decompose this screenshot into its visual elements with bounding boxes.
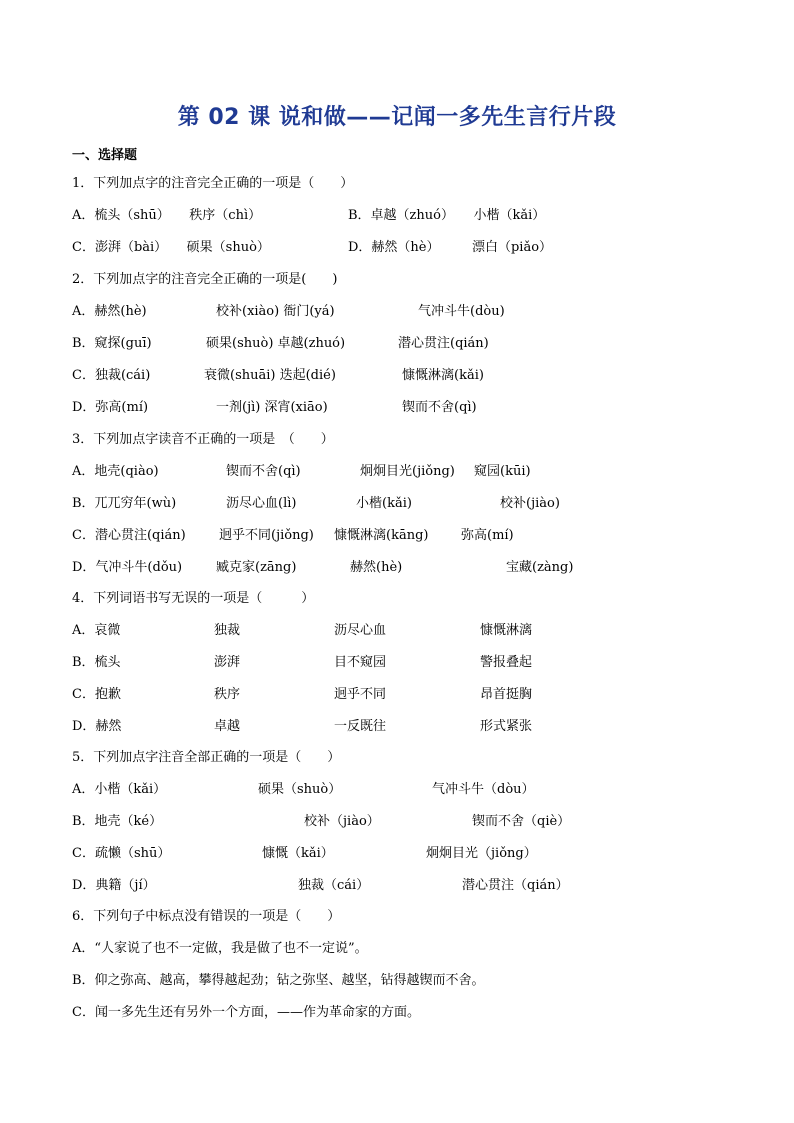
question-2-stem: 2．下列加点字的注音完全正确的一项是( ) xyxy=(72,272,338,287)
question-1-options-row xyxy=(72,205,732,227)
option-part: B．兀兀穷年(wù) xyxy=(72,496,177,511)
option-c: C．澎湃（bài） 硕果（shuò） xyxy=(72,240,270,255)
option-part: 校补(jiào) xyxy=(500,496,560,511)
option-part: 卓越 xyxy=(214,719,241,734)
option-part: 潜心贯注（qián） xyxy=(462,878,569,893)
option-part: 独裁 xyxy=(214,623,241,638)
option-a: A．梳头（shū） 秩序（chì） xyxy=(72,208,262,223)
option-d: D．赫然（hè） 漂白（piǎo） xyxy=(348,240,553,255)
option-part: 锲而不舍(qì) xyxy=(226,464,301,479)
question-6-option-a xyxy=(72,938,732,960)
option-part: 独裁（cái） xyxy=(298,878,370,893)
question-4-option-d xyxy=(72,716,732,738)
option-b: B．卓越（zhuó） 小楷（kǎi） xyxy=(348,208,546,223)
option-part: 锲而不舍(qì) xyxy=(402,400,477,415)
option-part: 锲而不舍（qiè） xyxy=(472,814,571,829)
question-3-option-a xyxy=(72,461,732,483)
question-2-option-a xyxy=(72,301,732,323)
question-1-options-row xyxy=(72,237,732,259)
option-part: 慷慨淋漓 xyxy=(480,623,533,638)
question-5-option-d xyxy=(72,875,732,897)
question-3-stem: 3．下列加点字读音不正确的一项是 （ ） xyxy=(72,432,334,447)
option-part: B．梳头 xyxy=(72,655,121,670)
question-2-option-c xyxy=(72,365,732,387)
question-1-stem: 1．下列加点字的注音完全正确的一项是（ ） xyxy=(72,176,354,191)
option-part: 小楷(kǎi) xyxy=(356,496,412,511)
option-part: A．地壳(qiào) xyxy=(72,464,159,479)
option-part: 炯炯目光（jiǒng） xyxy=(426,846,537,861)
option-part: 赫然(hè) xyxy=(350,560,403,575)
option-part: 衰微(shuāi) 迭起(dié) xyxy=(204,368,336,383)
option-part: 澎湃 xyxy=(214,655,241,670)
option-part: 迥乎不同(jiǒng) xyxy=(219,528,314,543)
option-part: 宝藏(zàng) xyxy=(506,560,574,575)
section-title: 一、选择题 xyxy=(72,148,138,163)
option-part: 臧克家(zāng) xyxy=(216,560,297,575)
page-title: 第 02 课 说和做——记闻一多先生言行片段 xyxy=(177,105,617,130)
option-part: C．潜心贯注(qián) xyxy=(72,528,186,543)
option-part: 迥乎不同 xyxy=(334,687,387,702)
question-5-option-b xyxy=(72,811,732,833)
question-6-option-b xyxy=(72,970,732,992)
option-text: A．“人家说了也不一定做，我是做了也不一定说”。 xyxy=(72,941,368,956)
question-4-option-a xyxy=(72,620,732,642)
option-part: 沥尽心血 xyxy=(334,623,387,638)
option-part: 形式紧张 xyxy=(480,719,533,734)
option-part: A．小楷（kǎi） xyxy=(72,782,167,797)
option-part: 气冲斗牛(dòu) xyxy=(418,304,505,319)
question-6-option-c xyxy=(72,1002,732,1024)
option-part: 警报叠起 xyxy=(480,655,533,670)
question-5-option-c xyxy=(72,843,732,865)
question-5-stem: 5．下列加点字注音全部正确的一项是（ ） xyxy=(72,750,341,765)
option-part: C．抱歉 xyxy=(72,687,121,702)
option-part: C．疏懒（shū） xyxy=(72,846,171,861)
option-text: C．闻一多先生还有另外一个方面，——作为革命家的方面。 xyxy=(72,1005,420,1020)
option-part: 校补(xiào) 衙门(yá) xyxy=(216,304,335,319)
option-part: 窥园(kūi) xyxy=(474,464,531,479)
option-part: B．地壳（ké） xyxy=(72,814,163,829)
option-part: A．哀微 xyxy=(72,623,121,638)
question-2-option-b xyxy=(72,333,732,355)
option-part: 气冲斗牛（dòu） xyxy=(432,782,535,797)
question-3-option-b xyxy=(72,493,732,515)
option-part: C．独裁(cái) xyxy=(72,368,151,383)
option-part: 硕果（shuò） xyxy=(258,782,342,797)
option-part: D．气冲斗牛(dǒu) xyxy=(72,560,183,575)
option-text: B．仰之弥高、越高，攀得越起劲；钻之弥坚、越坚，钻得越锲而不舍。 xyxy=(72,973,485,988)
option-part: 硕果(shuò) 卓越(zhuó) xyxy=(206,336,346,351)
option-part: D．弥高(mí) xyxy=(72,400,149,415)
option-part: 一反既往 xyxy=(334,719,387,734)
option-part: 弥高(mí) xyxy=(461,528,514,543)
option-part: 沥尽心血(lì) xyxy=(226,496,297,511)
option-part: 炯炯目光(jiǒng) xyxy=(360,464,455,479)
option-part: D．典籍（jí） xyxy=(72,878,156,893)
question-5-option-a xyxy=(72,779,732,801)
option-part: 一剂(jì) 深宵(xiāo) xyxy=(216,400,328,415)
option-part: D．赫然 xyxy=(72,719,122,734)
question-4-option-c xyxy=(72,684,732,706)
option-part: 慷慨淋漓(kǎi) xyxy=(402,368,484,383)
question-4-stem: 4．下列词语书写无误的一项是（ ） xyxy=(72,591,315,606)
option-part: 昂首挺胸 xyxy=(480,687,533,702)
option-part: 目不窥园 xyxy=(334,655,387,670)
question-3-option-d xyxy=(72,557,732,579)
question-2-option-d xyxy=(72,397,732,419)
option-part: 慷慨（kǎi） xyxy=(262,846,334,861)
option-part: 校补（jiào） xyxy=(304,814,380,829)
option-part: B．窥探(guī) xyxy=(72,336,152,351)
question-4-option-b xyxy=(72,652,732,674)
question-3-option-c xyxy=(72,525,732,547)
option-part: 秩序 xyxy=(214,687,241,702)
option-part: A．赫然(hè) xyxy=(72,304,147,319)
option-part: 慷慨淋漓(kāng) xyxy=(334,528,429,543)
question-6-stem: 6．下列句子中标点没有错误的一项是（ ） xyxy=(72,909,341,924)
option-part: 潜心贯注(qián) xyxy=(398,336,489,351)
